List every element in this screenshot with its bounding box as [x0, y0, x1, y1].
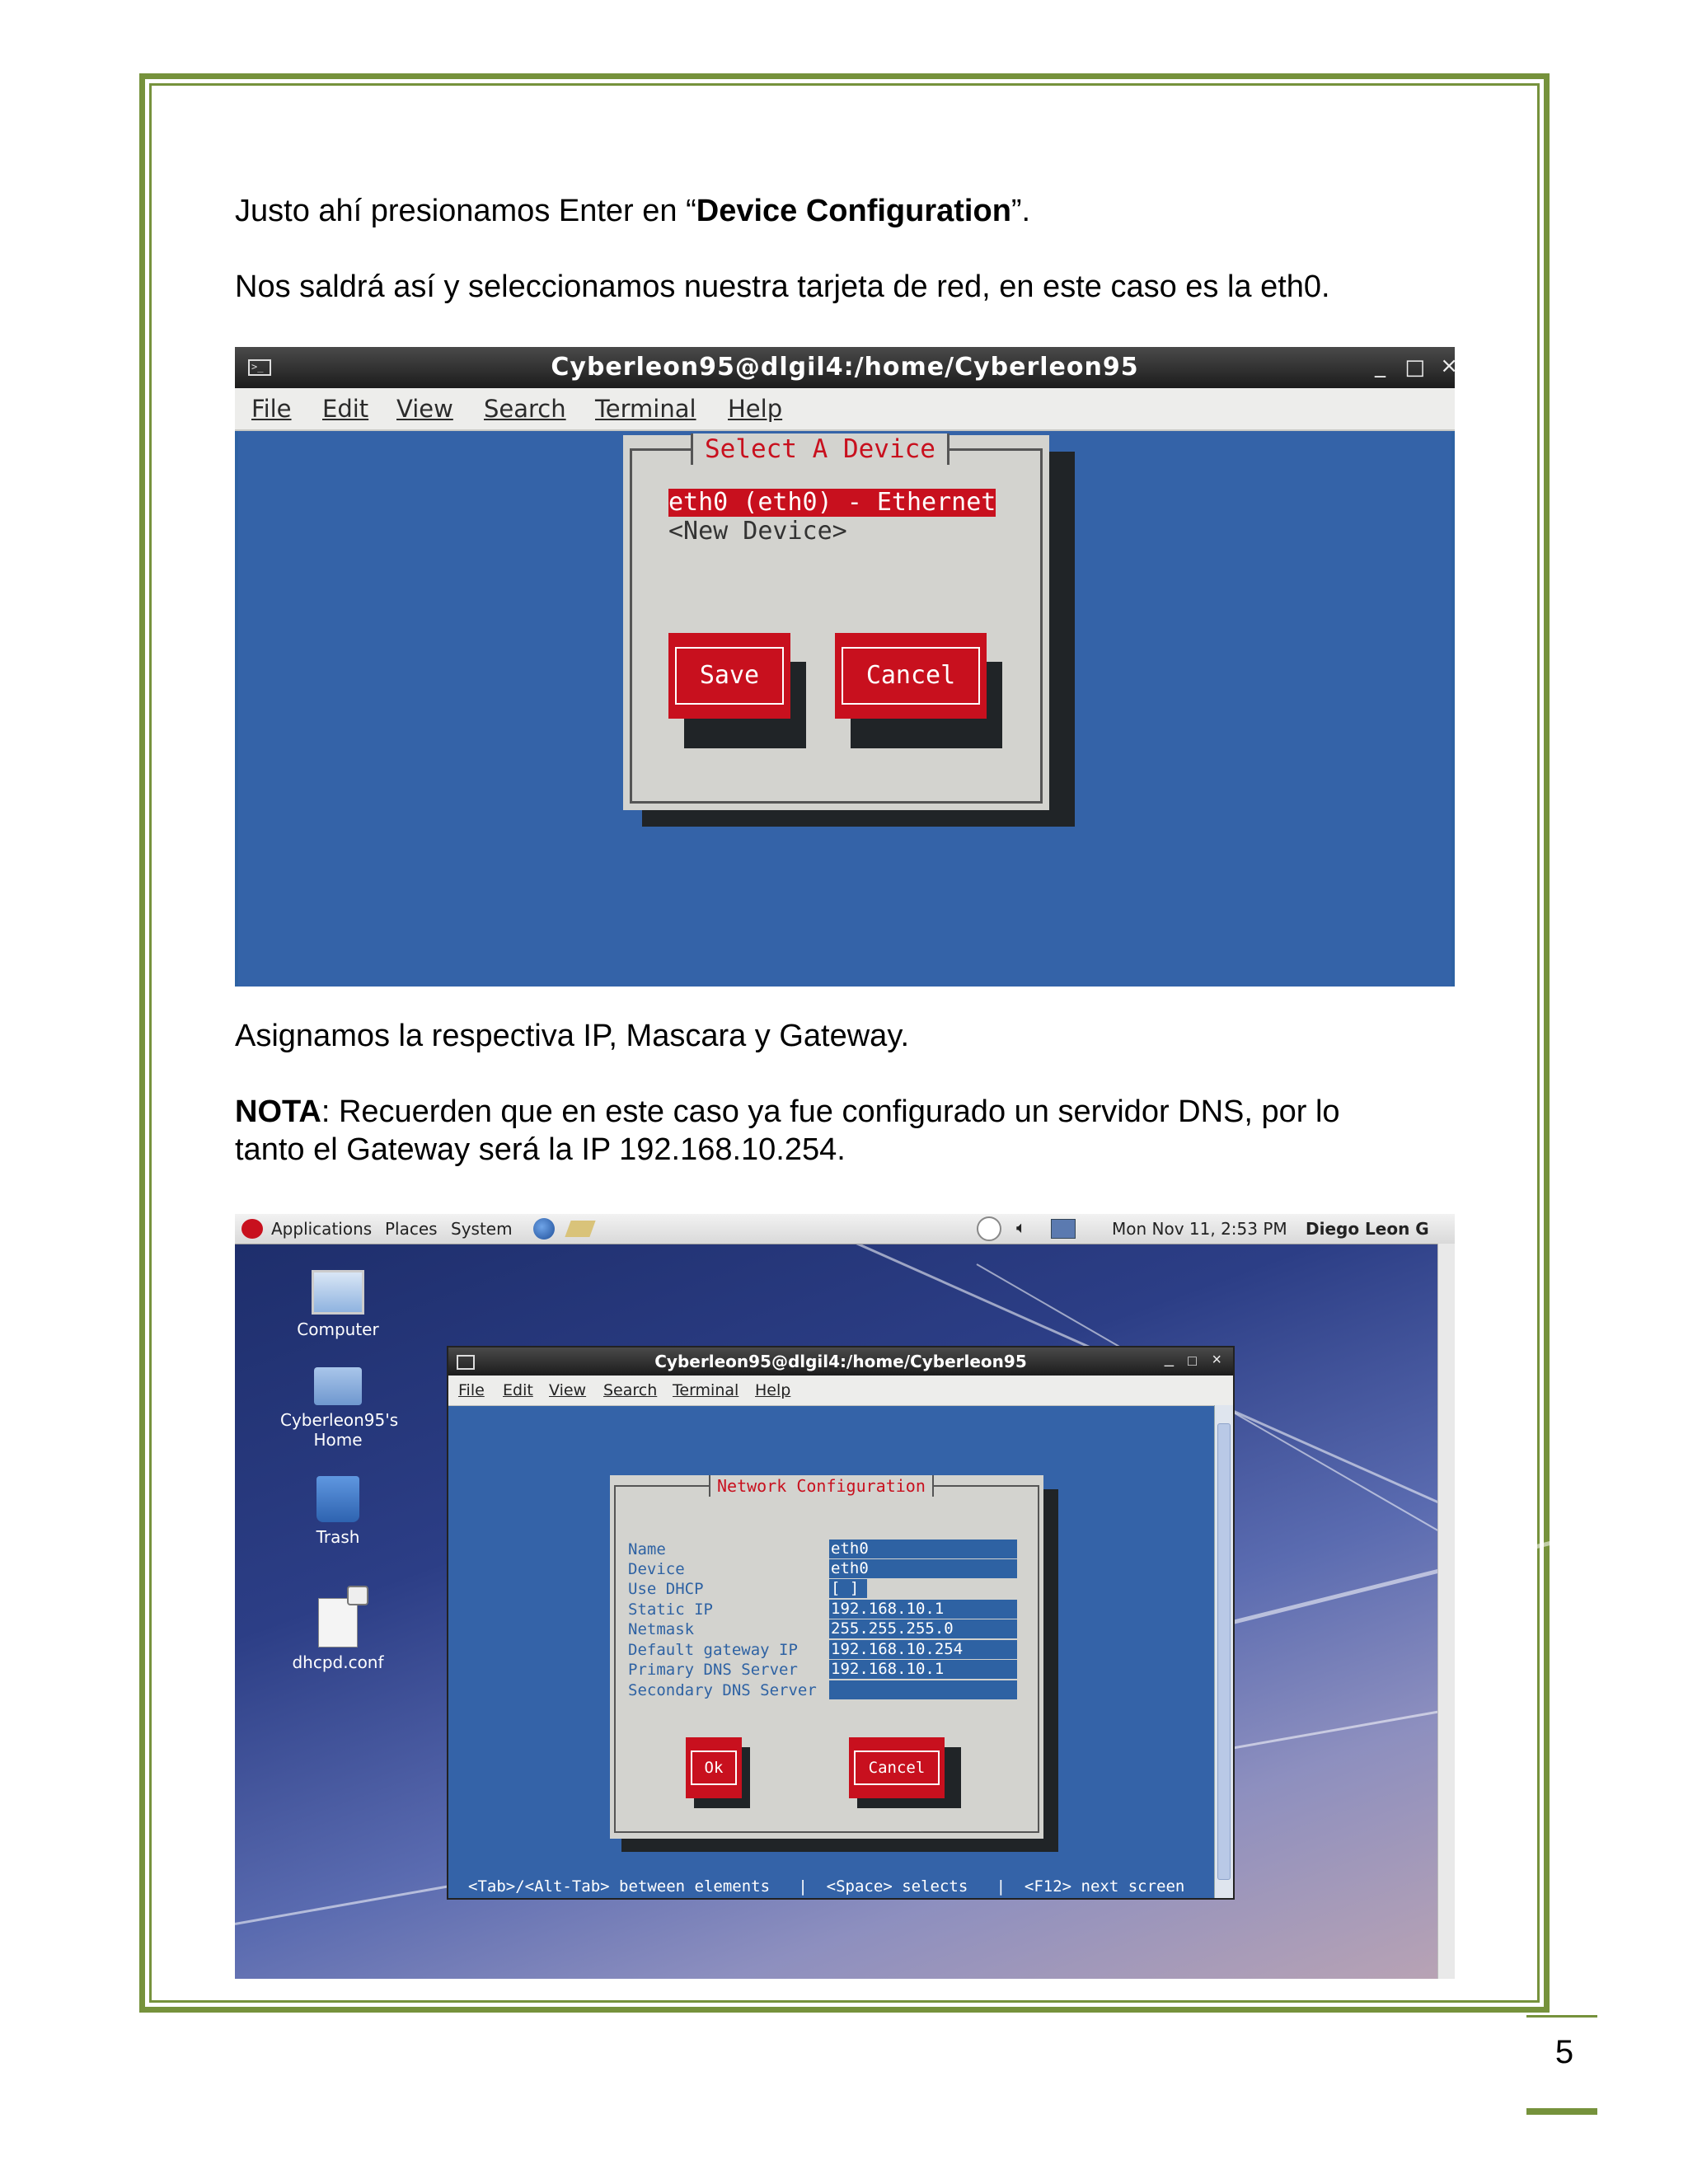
terminal-window — [447, 1346, 1235, 1900]
menu-help[interactable]: Help — [728, 395, 783, 423]
applications-menu[interactable]: Applications — [271, 1219, 373, 1239]
close-icon[interactable]: × — [1212, 1351, 1221, 1369]
label-primary-dns: Primary DNS Server — [628, 1661, 798, 1679]
label-device: Device — [628, 1560, 685, 1578]
desktop-scrollbar[interactable] — [1437, 1244, 1455, 1979]
menu-edit[interactable]: Edit — [503, 1381, 533, 1399]
save-button[interactable]: Save — [668, 633, 790, 719]
device-item-eth0[interactable]: eth0 (eth0) - Ethernet — [668, 488, 996, 517]
minimize-icon[interactable]: _ — [1164, 1349, 1174, 1367]
select-device-dialog — [623, 435, 1049, 810]
menu-search[interactable]: Search — [603, 1381, 658, 1399]
paragraph-nota: NOTA: Recuerden que en este caso ya fue configurado un servidor DNS, por lo — [235, 1094, 1340, 1129]
computer-icon — [312, 1270, 364, 1315]
network-icon[interactable] — [1051, 1219, 1076, 1239]
window-title: Cyberleon95@dlgil4:/home/Cyberleon95 — [551, 353, 1139, 382]
ok-button[interactable]: Ok — [686, 1737, 742, 1798]
static-ip-field[interactable]: 192.168.10.1 — [829, 1600, 1017, 1619]
label-secondary-dns: Secondary DNS Server — [628, 1681, 817, 1699]
menu-help[interactable]: Help — [755, 1381, 791, 1399]
use-dhcp-checkbox[interactable]: [ ] — [829, 1579, 867, 1598]
dialog-title: Select A Device — [691, 434, 950, 465]
mail-icon[interactable] — [565, 1221, 595, 1237]
trash-desktop-icon[interactable] — [280, 1476, 396, 1547]
lock-icon — [347, 1586, 368, 1605]
page-number-rule-bottom — [1526, 2108, 1597, 2115]
network-configuration-dialog — [610, 1475, 1043, 1839]
label-static-ip: Static IP — [628, 1601, 713, 1619]
home-desktop-icon[interactable] — [280, 1367, 399, 1450]
menu-view[interactable]: View — [396, 395, 453, 423]
terminal-menubar — [235, 388, 1455, 431]
user-name[interactable]: Diego Leon G — [1306, 1219, 1429, 1239]
maximize-icon[interactable]: □ — [1404, 355, 1425, 380]
menu-file[interactable]: File — [251, 395, 292, 423]
paragraph-nota-line2: tanto el Gateway será la IP 192.168.10.254. — [235, 1132, 846, 1167]
device-item-new[interactable]: <New Device> — [668, 517, 847, 546]
terminal-screenshot-select-device — [235, 347, 1458, 987]
computer-label: Computer — [297, 1319, 379, 1339]
menu-terminal[interactable]: Terminal — [673, 1381, 739, 1399]
home-folder-icon — [314, 1367, 362, 1405]
label-name: Name — [628, 1540, 666, 1558]
page-number: 5 — [1554, 2034, 1574, 2070]
netmask-field[interactable]: 255.255.255.0 — [829, 1619, 1017, 1638]
system-menu[interactable]: System — [451, 1219, 513, 1239]
desktop-screenshot-network-config — [235, 1214, 1455, 1979]
terminal-titlebar — [448, 1347, 1233, 1376]
device-field[interactable]: eth0 — [829, 1559, 1017, 1578]
default-gateway-field[interactable]: 192.168.10.254 — [829, 1640, 1017, 1659]
top-panel — [235, 1214, 1455, 1244]
terminal-scrollbar[interactable] — [1214, 1405, 1233, 1898]
volume-icon[interactable]: 🔈︎ — [1016, 1217, 1026, 1237]
places-menu[interactable]: Places — [385, 1219, 438, 1239]
cancel-button[interactable]: Cancel — [835, 633, 987, 719]
name-field[interactable]: eth0 — [829, 1540, 1017, 1558]
menu-edit[interactable]: Edit — [322, 395, 369, 423]
status-bar: <Tab>/<Alt-Tab> between elements | <Space> selects | <F12> next screen — [468, 1877, 1185, 1896]
terminal-icon: >_ — [248, 359, 271, 376]
menu-view[interactable]: View — [549, 1381, 587, 1399]
home-label: Home — [313, 1430, 363, 1450]
text-file-icon — [318, 1598, 358, 1647]
terminal-content — [238, 431, 1451, 987]
label-use-dhcp: Use DHCP — [628, 1580, 704, 1598]
secondary-dns-field[interactable] — [829, 1680, 1017, 1699]
maximize-icon[interactable]: □ — [1188, 1352, 1197, 1369]
terminal-menubar — [448, 1376, 1233, 1406]
browser-icon[interactable] — [533, 1218, 555, 1240]
minimize-icon[interactable]: _ — [1375, 354, 1386, 378]
home-label: Cyberleon95's — [280, 1410, 399, 1430]
paragraph-assign-ip: Asignamos la respectiva IP, Mascara y Gateway. — [235, 1019, 910, 1053]
clock[interactable]: Mon Nov 11, 2:53 PM — [1112, 1219, 1287, 1239]
primary-dns-field[interactable]: 192.168.10.1 — [829, 1660, 1017, 1679]
update-icon[interactable] — [977, 1216, 1001, 1241]
redhat-icon — [241, 1219, 263, 1239]
menu-search[interactable]: Search — [484, 395, 566, 423]
window-title: Cyberleon95@dlgil4:/home/Cyberleon95 — [654, 1352, 1027, 1371]
menu-terminal[interactable]: Terminal — [595, 395, 696, 423]
label-netmask: Netmask — [628, 1620, 695, 1638]
paragraph-device-configuration: Justo ahí presionamos Enter en “Device Configuration”. — [235, 194, 1031, 228]
dialog-title: Network Configuration — [709, 1475, 934, 1497]
close-icon[interactable]: × — [1440, 354, 1458, 378]
label-default-gateway: Default gateway IP — [628, 1641, 798, 1659]
dhcpd-label: dhcpd.conf — [292, 1652, 384, 1672]
menu-file[interactable]: File — [458, 1381, 485, 1399]
trash-label: Trash — [316, 1527, 360, 1547]
cancel-button[interactable]: Cancel — [849, 1737, 945, 1798]
paragraph-select-card: Nos saldrá así y seleccionamos nuestra tarjeta de red, en este caso es la eth0. — [235, 269, 1330, 304]
terminal-titlebar — [235, 347, 1458, 388]
page-number-rule-top — [1526, 2015, 1597, 2018]
dhcpd-desktop-icon[interactable] — [280, 1598, 396, 1672]
trash-icon — [316, 1476, 359, 1522]
computer-desktop-icon[interactable] — [280, 1270, 396, 1339]
